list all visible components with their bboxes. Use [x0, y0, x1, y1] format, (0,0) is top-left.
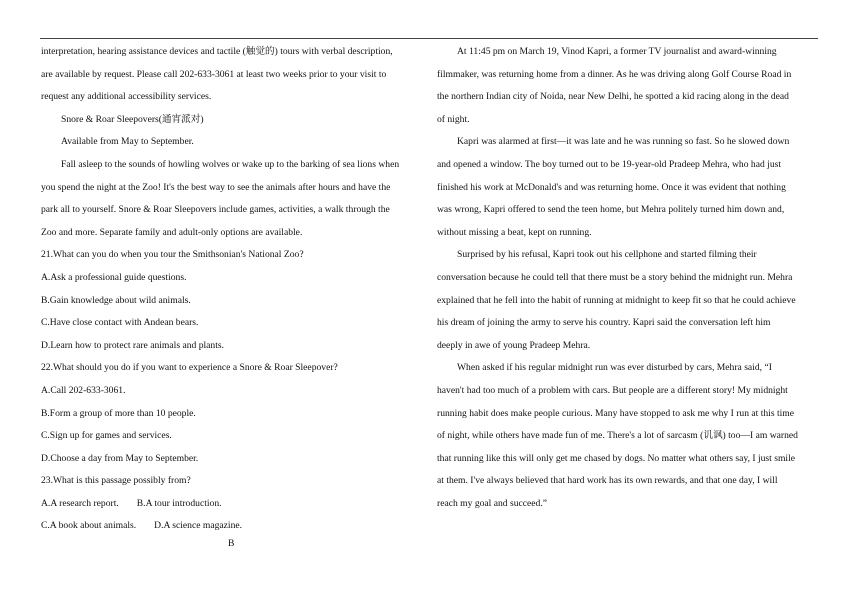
text-line: D.Choose a day from May to September.: [41, 452, 199, 464]
text-line: D.Learn how to protect rare animals and plants.: [41, 339, 225, 351]
text-line: haven't had too much of a problem with cars. But people are a different story! My midnight: [437, 384, 788, 396]
text-line: the northern Indian city of Noida, near New Delhi, he spotted a kid racing along in the dead: [437, 91, 789, 103]
text-line: C.Have close contact with Andean bears.: [41, 317, 199, 329]
text-line: finished his work at McDonald's and was returning home. Once it was evident that nothing: [437, 181, 786, 193]
answer-options-row: [41, 515, 423, 538]
text-line: C.Sign up for games and services.: [41, 430, 172, 442]
text-line: at them. I've always believed that hard work has its own rewards, and that one day, I will: [437, 475, 778, 487]
text-line: Zoo and more. Separate family and adult-only options are available.: [41, 226, 303, 238]
text-line: A.Ask a professional guide questions.: [41, 271, 187, 283]
text-line: B.Form a group of more than 10 people.: [41, 407, 196, 419]
text-line: are available by request. Please call 202-633-3061 at least two weeks prior to your visit to: [41, 68, 387, 80]
answer-options-row: [41, 493, 423, 516]
right-column: [437, 41, 818, 515]
text-line: When asked if his regular midnight run was ever disturbed by cars, Mehra said, “I: [457, 362, 772, 374]
text-line: At 11:45 pm on March 19, Vinod Kapri, a former TV journalist and award-winning: [457, 46, 777, 57]
text-line: explained that he fell into the habit of running at midnight to keep fit so that he could achieve: [437, 294, 796, 306]
text-line: filmmaker, was returning home from a dinner. As he was driving along Golf Course Road in: [437, 68, 792, 80]
text-line: that running like this will only get me chased by dogs. No matter what others say, I just smile: [437, 452, 796, 464]
text-line: of night, while others have made fun of me. There's a lot of sarcasm (讥讽) too—I am warned: [437, 430, 798, 442]
text-line: 22.What should you do if you want to experience a Snore & Roar Sleepover?: [41, 362, 338, 374]
text-line: A.Call 202-633-3061.: [41, 384, 126, 396]
text-line: and opened a window. The boy turned out to be 19-year-old Pradeep Mehra, who had just: [437, 158, 782, 170]
text-line: of night.: [437, 113, 470, 125]
text-line: you spend the night at the Zoo! It's the best way to see the animals after hours and have the: [41, 181, 391, 193]
text-line: without missing a beat, kept on running.: [437, 226, 592, 238]
text-line: deeply in awe of young Pradeep Mehra.: [437, 339, 591, 351]
text-line: B.Gain knowledge about wild animals.: [41, 294, 191, 306]
answer-option: B.A tour introduction.: [136, 497, 222, 509]
text-line: Fall asleep to the sounds of howling wolves or wake up to the barking of sea lions when: [61, 158, 400, 170]
text-line: was wrong, Kapri offered to send the teen home, but Mehra politely turned him down and,: [437, 204, 785, 216]
text-line: Snore & Roar Sleepovers(通宵派对): [61, 113, 204, 125]
page-footer-label: B: [228, 538, 235, 549]
text-line: 23.What is this passage possibly from?: [41, 475, 191, 487]
answer-option: A.A research report.: [41, 497, 119, 509]
text-line: his dream of joining the army to serve his country. Kapri said the conversation left him: [437, 317, 771, 329]
answer-option: D.A science magazine.: [154, 520, 243, 532]
text-line: running habit does make people curious. Many have stopped to ask me why I run at this time: [437, 407, 795, 419]
text-line: reach my goal and succeed.”: [437, 497, 548, 509]
text-line: interpretation, hearing assistance devices and tactile (触觉的) tours with verbal description,: [41, 46, 393, 57]
top-rule: [40, 38, 818, 39]
text-line: request any additional accessibility services.: [41, 91, 212, 103]
text-line: Available from May to September.: [61, 136, 194, 148]
answer-option: C.A book about animals.: [41, 520, 137, 532]
text-line: Surprised by his refusal, Kapri took out his cellphone and started filming their: [457, 249, 757, 261]
text-line: 21.What can you do when you tour the Smithsonian's National Zoo?: [41, 249, 304, 261]
text-line: conversation because he could tell that there must be a story behind the midnight run. Mehra: [437, 271, 793, 283]
left-column: [41, 41, 423, 538]
text-line: park all to yourself. Snore & Roar Sleepovers include games, activities, a walk through the: [41, 204, 390, 216]
text-line: Kapri was alarmed at first—it was late and he was running so fast. So he slowed down: [457, 136, 790, 148]
